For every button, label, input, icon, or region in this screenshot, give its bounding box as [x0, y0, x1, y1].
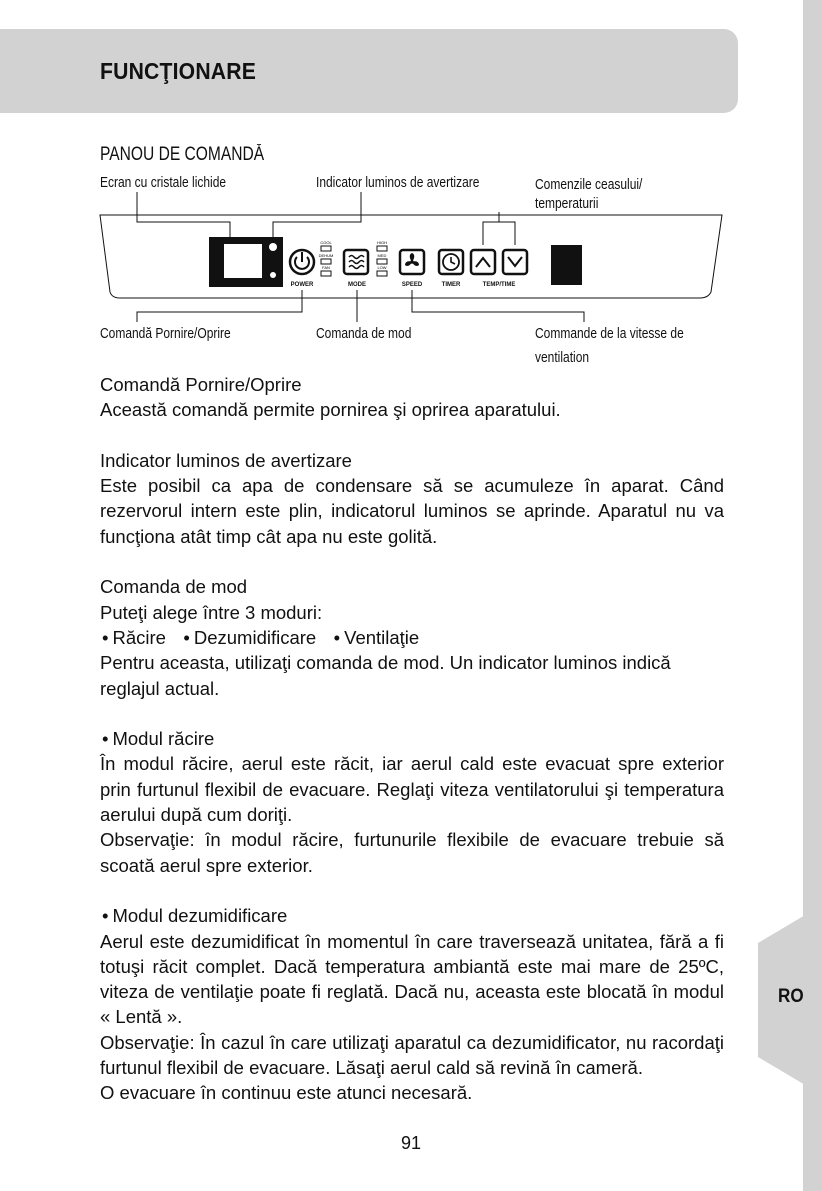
mode-title: Comanda de mod: [100, 576, 248, 598]
mode-indicator-fan: FAN: [322, 265, 330, 270]
language-label: RO: [778, 986, 804, 1007]
label-mode: Comanda de mod: [316, 325, 412, 342]
mode-intro: Puteţi alege între 3 moduri:: [100, 601, 323, 623]
section-title: PANOU DE COMANDĂ: [100, 144, 265, 165]
label-speed-1: Commande de la vitesse de: [535, 325, 684, 342]
mode-button-icon: [344, 250, 368, 274]
callout-power: [137, 290, 302, 322]
mode-indicator-cool: COOL: [320, 240, 332, 245]
mode-option: Ventilaţie: [344, 626, 420, 648]
label-lcd: Ecran cu cristale lichide: [100, 174, 227, 191]
mode-option: Dezumidificare: [193, 626, 317, 648]
caption-power: POWER: [290, 282, 314, 288]
label-power: Comandă Pornire/Oprire: [100, 325, 231, 342]
timer-button-icon: [439, 250, 463, 274]
mode-indicator-dehum: DEHUM: [318, 253, 334, 258]
dehum-text: Aerul este dezumidificat în momentul în care traversează unitatea, fără a fi totuşi răcit complet. Dacă temperatura ambiantă este mai mare de 25ºC, viteza de ventilaţie poate fi reglată. Dacă nu, aceasta este blocată în modul « Lentă ».: [100, 930, 724, 1028]
mode-text: Pentru aceasta, utilizaţi comanda de mod. Un indicator luminos indică reglajul actual.: [100, 652, 671, 699]
power-button-icon: [290, 250, 314, 274]
callout-clock-bracket: [483, 222, 515, 245]
label-clock-1: Comenzile ceasului/: [535, 176, 643, 193]
caption-mode: MODE: [348, 282, 366, 288]
mode-option: Răcire: [112, 626, 166, 648]
caption-speed: SPEED: [401, 282, 423, 288]
speed-indicators: [377, 246, 387, 276]
label-speed-2: ventilation: [535, 349, 590, 366]
dehum-title-line: • Modul dezumidificare: [102, 905, 288, 927]
warning-title: Indicator luminos de avertizare: [100, 449, 352, 471]
power-text: Această comandă permite pornirea şi oprirea aparatului.: [100, 399, 561, 421]
dehum-title: Modul dezumidificare: [112, 905, 288, 927]
control-panel-diagram: [0, 0, 822, 380]
page-number: 91: [400, 1133, 422, 1153]
speed-indicator-med: MED: [377, 253, 387, 258]
label-warning: Indicator luminos de avertizare: [316, 174, 480, 191]
cool-text: În modul răcire, aerul este răcit, iar aerul cald este evacuat spre exterior prin furtunul flexibil de evacuare. Reglaţi viteza ventilatorului şi temperatura aerului după cum doriţi.: [100, 753, 724, 826]
body-text: [100, 372, 724, 1106]
dehum-last: O evacuare în continuu este atunci necesară.: [100, 1082, 473, 1104]
caption-timer: TIMER: [441, 282, 461, 288]
cool-note: Observaţie: în modul răcire, furtunurile flexibile de evacuare trebuie să scoată aerul spre exterior.: [100, 829, 724, 876]
warning-text: Este posibil ca apa de condensare să se acumuleze în aparat. Când rezervorul intern este plin, indicatorul luminos se aprinde. Aparatul nu va funcţiona atât timp cât apa nu este golită.: [100, 475, 724, 547]
cool-title: Modul răcire: [112, 728, 215, 750]
temp-down-button-icon: [503, 250, 527, 274]
receiver-window: [551, 245, 582, 285]
dehum-note: Observaţie: În cazul în care utilizaţi aparatul ca dezumidificator, nu racordaţi furtunul flexibil de evacuare. Lăsaţi aerul cald să revină în cameră.: [100, 1031, 724, 1079]
mode-indicators: [321, 246, 331, 276]
callout-speed: [412, 290, 584, 322]
lcd-window: [224, 244, 262, 278]
label-clock-2: temperaturii: [535, 195, 599, 212]
page-title: FUNCŢIONARE: [100, 58, 257, 84]
lcd-indicator-icon: [270, 272, 276, 278]
cool-title-line: • Modul răcire: [102, 728, 215, 750]
caption-temptime: TEMP/TIME: [482, 282, 516, 288]
power-title: Comandă Pornire/Oprire: [100, 374, 302, 395]
speed-indicator-high: HIGH: [377, 240, 387, 245]
warning-light-icon: [269, 243, 277, 251]
temp-up-button-icon: [471, 250, 495, 274]
speed-indicator-low: LOW: [377, 265, 387, 270]
fan-button-icon: [400, 250, 424, 274]
mode-options: • Răcire • Dezumidificare • Ventilaţie: [102, 626, 420, 648]
